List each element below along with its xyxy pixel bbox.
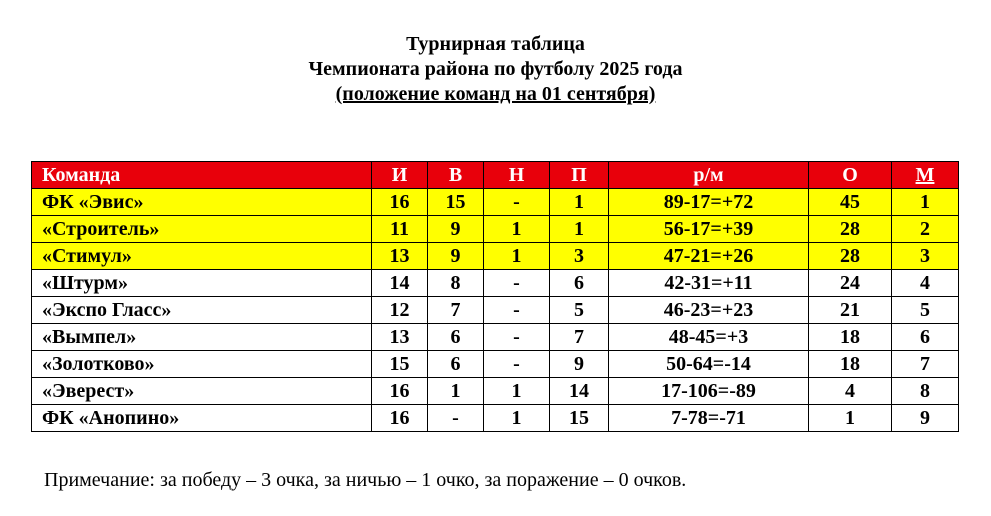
title-line-3: (положение команд на 01 сентября)	[335, 83, 656, 105]
cell-team-name: «Строитель»	[32, 216, 372, 243]
cell-goal-diff: 48-45=+3	[609, 324, 809, 351]
cell-wins: 8	[428, 270, 484, 297]
cell-draws: 1	[484, 243, 550, 270]
table-row	[32, 324, 959, 351]
cell-goal-diff: 56-17=+39	[609, 216, 809, 243]
header-wins: В	[428, 162, 484, 189]
cell-losses: 5	[550, 297, 609, 324]
cell-draws: -	[484, 324, 550, 351]
cell-wins: 1	[428, 378, 484, 405]
header-games: И	[372, 162, 428, 189]
cell-draws: 1	[484, 216, 550, 243]
cell-goal-diff: 89-17=+72	[609, 189, 809, 216]
cell-team-name: ФК «Анопино»	[32, 405, 372, 432]
header-place: М	[915, 164, 935, 186]
cell-games: 14	[372, 270, 428, 297]
cell-wins: -	[428, 405, 484, 432]
header-points: О	[809, 162, 892, 189]
cell-draws: 1	[484, 405, 550, 432]
table-row	[32, 270, 959, 297]
cell-place: 6	[892, 324, 959, 351]
cell-team-name: «Вымпел»	[32, 324, 372, 351]
cell-wins: 7	[428, 297, 484, 324]
footnote: Примечание: за победу – 3 очка, за ничью – 1 очко, за поражение – 0 очков.	[44, 469, 687, 491]
header-draws: Н	[484, 162, 550, 189]
title-line-2: Чемпионата района по футболу 2025 года	[308, 58, 683, 80]
cell-team-name: «Эверест»	[32, 378, 372, 405]
cell-games: 13	[372, 324, 428, 351]
cell-points: 4	[809, 378, 892, 405]
table-row	[32, 351, 959, 378]
cell-games: 15	[372, 351, 428, 378]
cell-draws: -	[484, 351, 550, 378]
cell-losses: 1	[550, 189, 609, 216]
table-header-row	[32, 162, 959, 189]
cell-points: 18	[809, 351, 892, 378]
cell-draws: 1	[484, 378, 550, 405]
cell-points: 28	[809, 243, 892, 270]
cell-wins: 15	[428, 189, 484, 216]
cell-team-name: «Золотково»	[32, 351, 372, 378]
cell-losses: 14	[550, 378, 609, 405]
table-row	[32, 243, 959, 270]
cell-goal-diff: 42-31=+11	[609, 270, 809, 297]
cell-draws: -	[484, 189, 550, 216]
cell-wins: 9	[428, 243, 484, 270]
cell-draws: -	[484, 297, 550, 324]
cell-losses: 3	[550, 243, 609, 270]
cell-games: 16	[372, 189, 428, 216]
table-row	[32, 216, 959, 243]
cell-place: 7	[892, 351, 959, 378]
cell-points: 28	[809, 216, 892, 243]
cell-games: 11	[372, 216, 428, 243]
header-team: Команда	[32, 162, 372, 189]
cell-losses: 1	[550, 216, 609, 243]
cell-points: 1	[809, 405, 892, 432]
cell-games: 16	[372, 405, 428, 432]
cell-place: 8	[892, 378, 959, 405]
cell-losses: 6	[550, 270, 609, 297]
cell-place: 4	[892, 270, 959, 297]
cell-points: 18	[809, 324, 892, 351]
cell-wins: 9	[428, 216, 484, 243]
table-row	[32, 378, 959, 405]
title-line-1: Турнирная таблица	[406, 33, 585, 55]
cell-goal-diff: 7-78=-71	[609, 405, 809, 432]
cell-goal-diff: 46-23=+23	[609, 297, 809, 324]
cell-losses: 15	[550, 405, 609, 432]
standings-table	[31, 161, 959, 432]
cell-losses: 7	[550, 324, 609, 351]
cell-draws: -	[484, 270, 550, 297]
table-row	[32, 189, 959, 216]
cell-place: 1	[892, 189, 959, 216]
cell-team-name: «Стимул»	[32, 243, 372, 270]
cell-team-name: ФК «Эвис»	[32, 189, 372, 216]
cell-points: 21	[809, 297, 892, 324]
cell-points: 24	[809, 270, 892, 297]
cell-goal-diff: 47-21=+26	[609, 243, 809, 270]
cell-losses: 9	[550, 351, 609, 378]
cell-games: 16	[372, 378, 428, 405]
cell-place: 5	[892, 297, 959, 324]
cell-goal-diff: 17-106=-89	[609, 378, 809, 405]
cell-team-name: «Штурм»	[32, 270, 372, 297]
cell-place: 2	[892, 216, 959, 243]
cell-points: 45	[809, 189, 892, 216]
cell-place: 3	[892, 243, 959, 270]
table-row	[32, 297, 959, 324]
cell-place: 9	[892, 405, 959, 432]
cell-games: 12	[372, 297, 428, 324]
header-losses: П	[550, 162, 609, 189]
cell-wins: 6	[428, 351, 484, 378]
cell-wins: 6	[428, 324, 484, 351]
document-title	[0, 32, 991, 107]
cell-games: 13	[372, 243, 428, 270]
cell-team-name: «Экспо Гласс»	[32, 297, 372, 324]
cell-goal-diff: 50-64=-14	[609, 351, 809, 378]
header-goal-diff: р/м	[609, 162, 809, 189]
table-row	[32, 405, 959, 432]
